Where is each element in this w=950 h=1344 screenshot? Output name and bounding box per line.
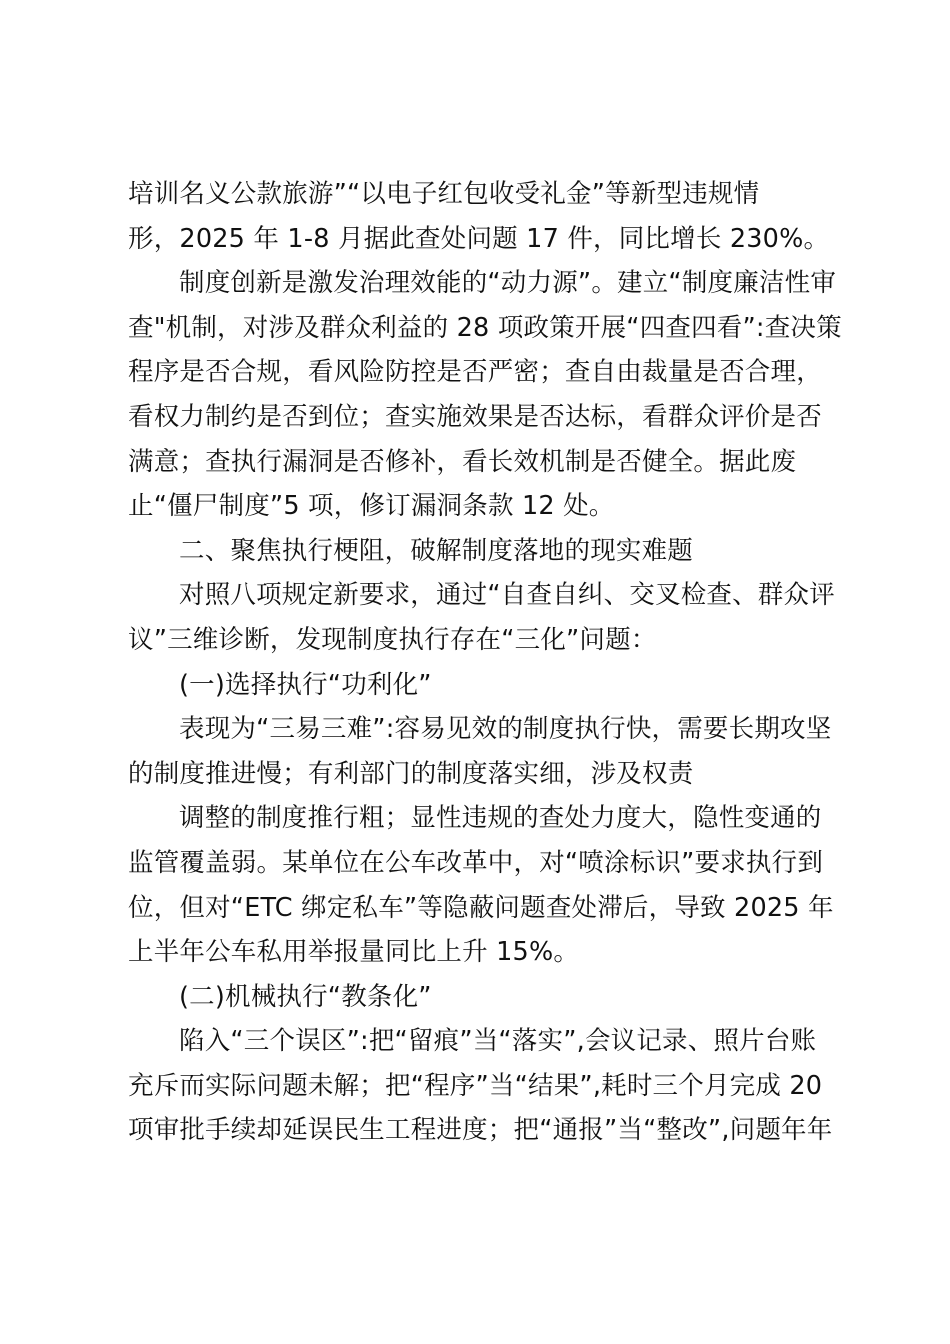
- text-line: 查"机制，对涉及群众利益的 28 项政策开展“四查四看”:查决策: [128, 312, 842, 343]
- text-line: 的制度推进慢；有利部门的制度落实细，涉及权责: [128, 758, 694, 789]
- text-line: 对照八项规定新要求，通过“自查自纠、交叉检查、群众评: [179, 580, 835, 611]
- subsection-heading: (二)机械执行“教条化”: [179, 981, 432, 1012]
- text-line: 满意；查执行漏洞是否修补，看长效机制是否健全。据此废: [128, 446, 797, 477]
- text-line: 调整的制度推行粗；显性违规的查处力度大，隐性变通的: [179, 803, 822, 834]
- text-line: 位，但对“ETC 绑定私车”等隐蔽问题查处滞后，导致 2025 年: [128, 892, 834, 923]
- text-line: 制度创新是激发治理效能的“动力源”。建立“制度廉洁性审: [179, 268, 837, 299]
- text-line: 程序是否合规，看风险防控是否严密；查自由裁量是否合理，: [128, 357, 822, 388]
- text-line: 培训名义公款旅游”“以电子红包收受礼金”等新型违规情: [128, 179, 760, 209]
- text-line: 监管覆盖弱。某单位在公车改革中，对“喷涂标识”要求执行到: [128, 847, 824, 878]
- text-line: 陷入“三个误区”:把“留痕”当“落实”,会议记录、照片台账: [179, 1026, 817, 1057]
- body-text: [128, 172, 848, 1153]
- text-line: 充斥而实际问题未解；把“程序”当“结果”,耗时三个月完成 20: [128, 1070, 823, 1101]
- subsection-heading: (一)选择执行“功利化”: [179, 669, 432, 700]
- text-line: 上半年公车私用举报量同比上升 15%。: [128, 937, 580, 968]
- text-line: 形，2025 年 1-8 月据此查处问题 17 件，同比增长 230%。: [128, 223, 830, 254]
- text-line: 项审批手续却延误民生工程进度；把“通报”当“整改”,问题年年: [128, 1115, 833, 1146]
- text-line: 止“僵尸制度”5 项，修订漏洞条款 12 处。: [128, 491, 615, 522]
- text-line: 表现为“三易三难”:容易见效的制度执行快，需要长期攻坚: [179, 714, 832, 745]
- text-line: 看权力制约是否到位；查实施效果是否达标，看群众评价是否: [128, 401, 822, 432]
- section-heading: 二、聚焦执行梗阻，破解制度落地的现实难题: [179, 535, 694, 566]
- text-line: 议”三维诊断，发现制度执行存在“三化”问题：: [128, 624, 657, 655]
